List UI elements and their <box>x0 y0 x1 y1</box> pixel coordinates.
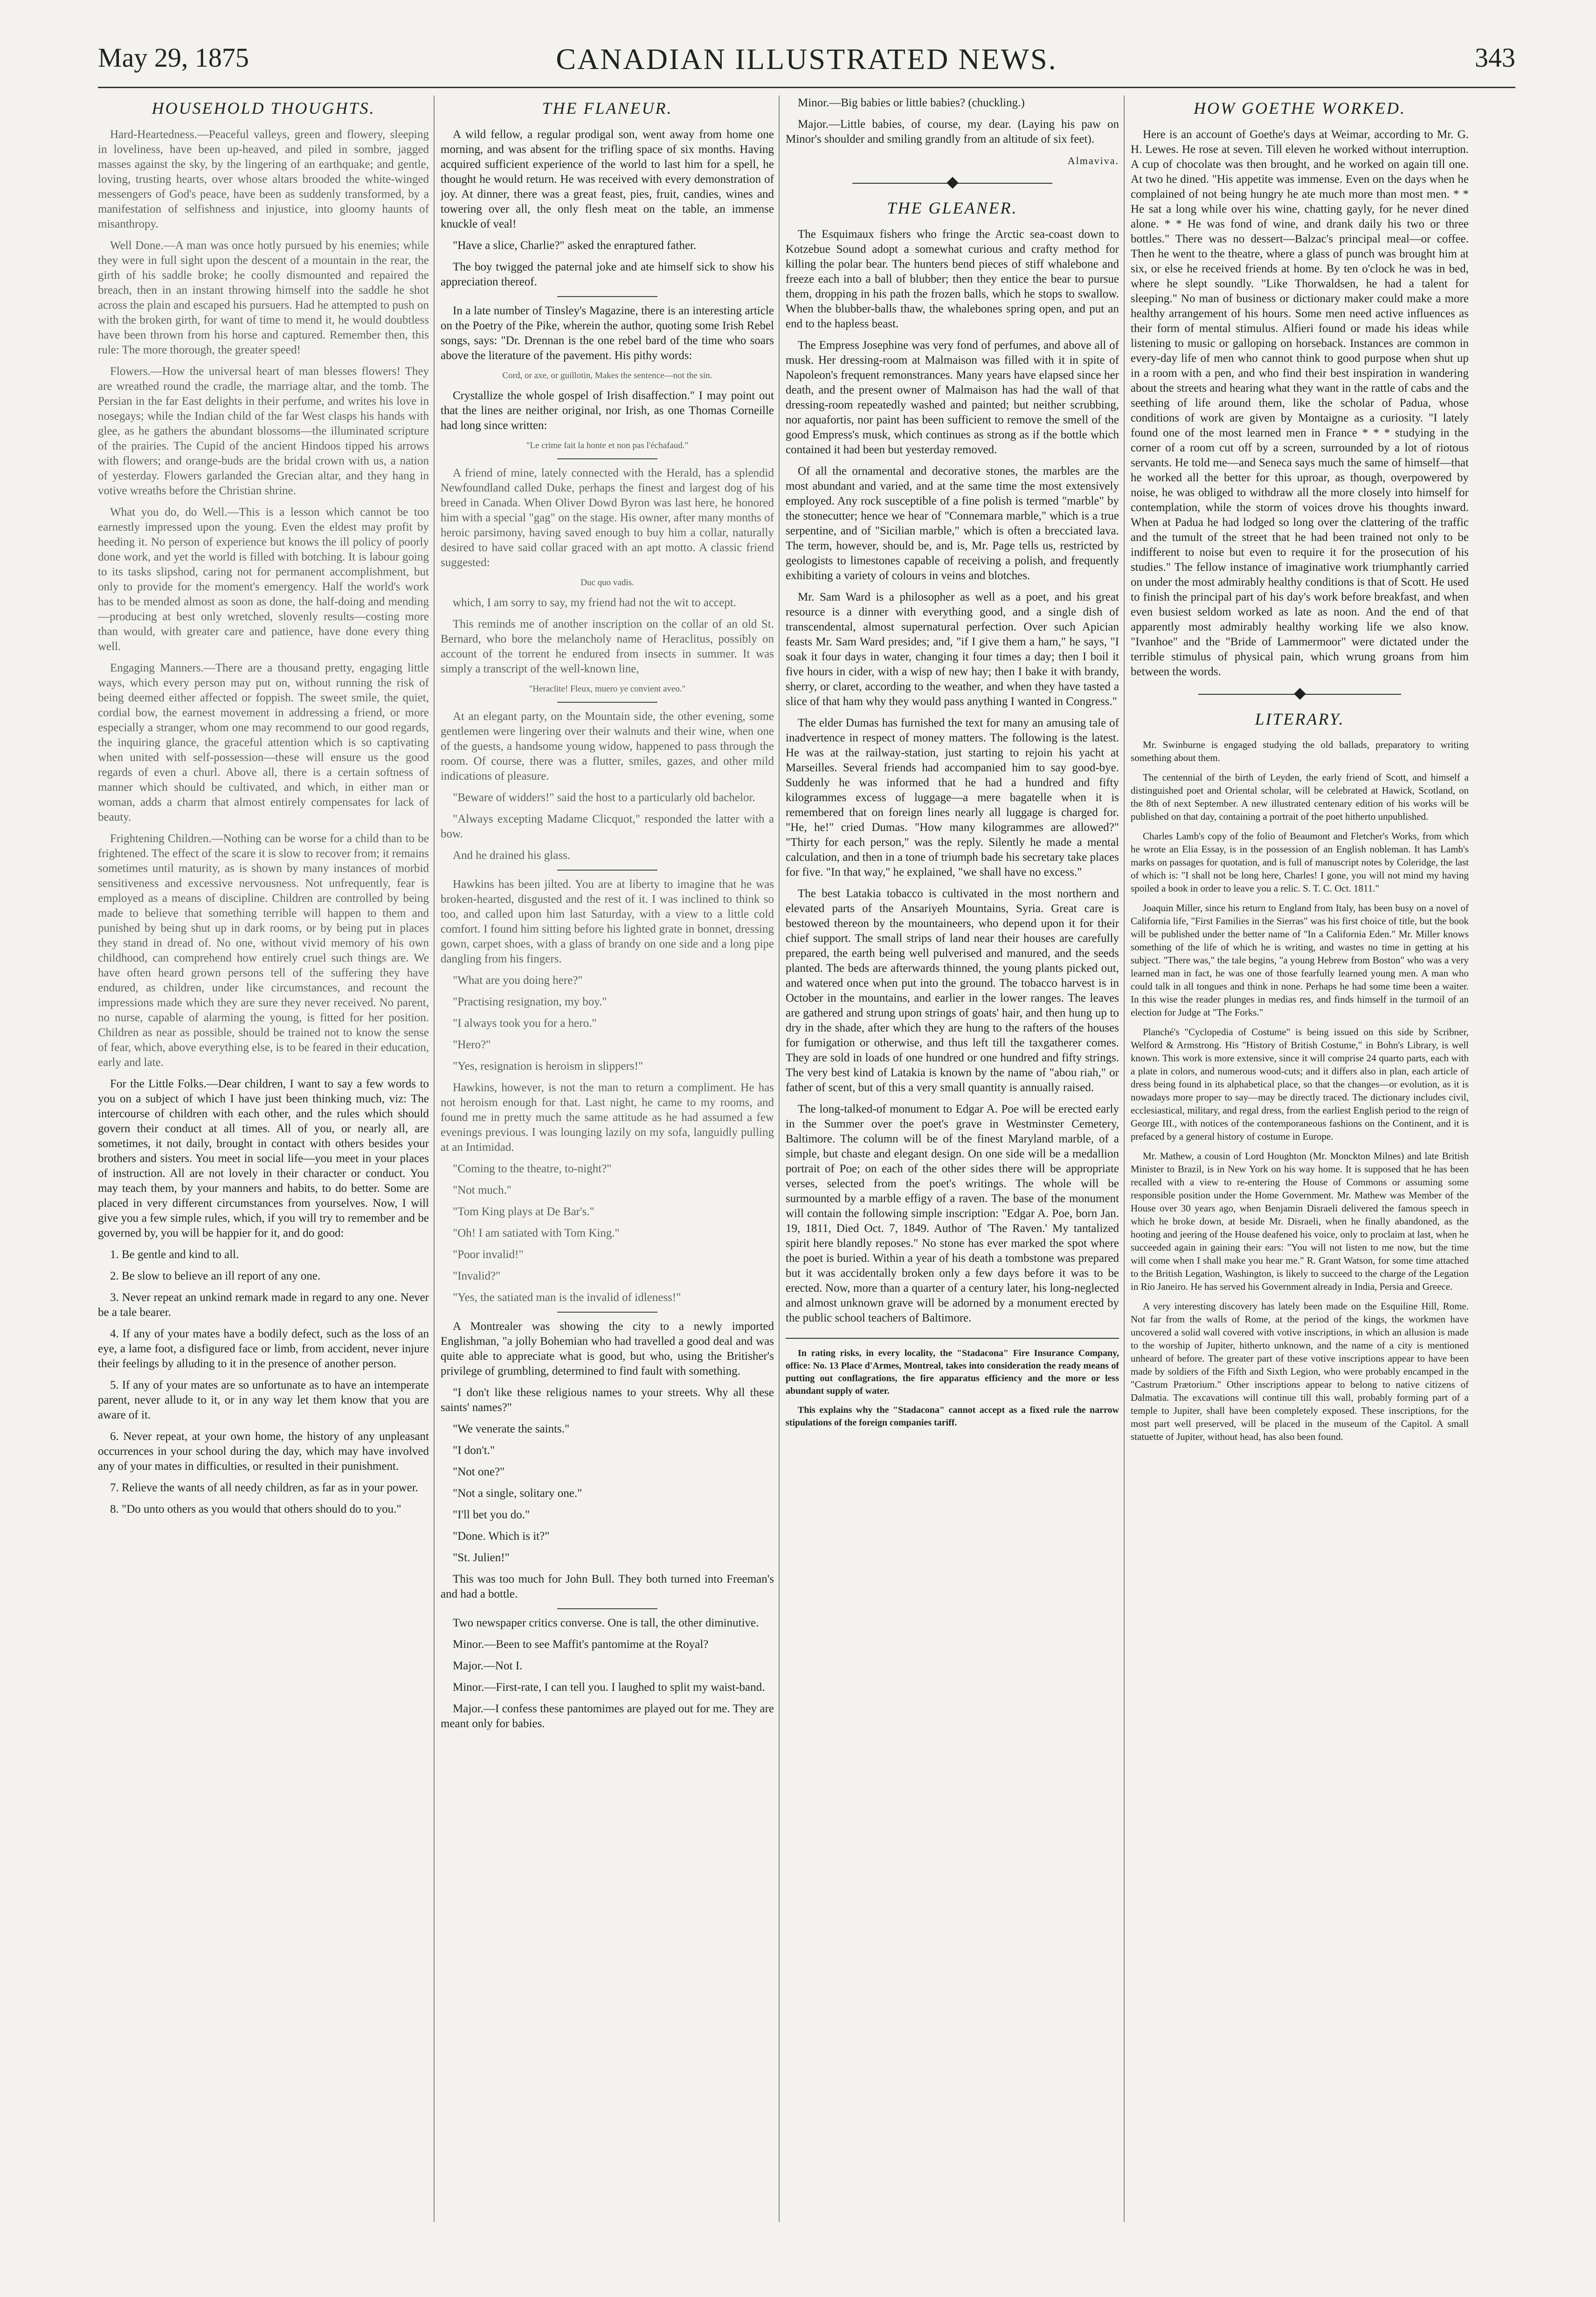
paragraph: Crystallize the whole gospel of Irish disaffection." I may point out that the lines are neither original, nor Irish, as one Thomas Corneille had long since written: <box>441 389 774 432</box>
dialogue-line: "I don't." <box>453 1444 495 1457</box>
rule-item: 2. Be slow to believe an ill report of any one. <box>110 1270 321 1282</box>
paragraph: In a late number of Tinsley's Magazine, there is an interesting article on the Poetry of the Pike, wherein the author, quoting some Irish Rebel songs, says: "Dr. Drennan is the one rebel bard of the time who soars above the literature of the pavement. His pithy words: <box>441 304 774 362</box>
paragraph: At an elegant party, on the Mountain side, the other evening, some gentlemen were lingering over their walnuts and their wine, when one of the guests, a handsome young widow, happened to pass through the room. Of course, there was a flutter, smiles, gazes, and other mild indications of pleasure. <box>441 710 774 782</box>
paragraph: "Have a slice, Charlie?" asked the enraptured father. <box>453 239 697 252</box>
dialogue-line: "Oh! I am satiated with Tom King." <box>453 1227 620 1239</box>
dialogue-line: Major.—Not I. <box>453 1660 523 1672</box>
page-number: 343 <box>1475 42 1515 73</box>
issue-date: May 29, 1875 <box>98 42 249 73</box>
paragraph: The long-talked-of monument to Edgar A. Poe will be erected early in the Summer over the poet's grave in Westminster Cemetery, Baltimore. The column will be of the finest Maryland marble, of a simple, but chaste and elegant design. On one side will be a medallion portrait of Poe; on each of the other sides there will be appropriate verses, selected from the poet's writings. The whole will be surmounted by a marble effigy of a raven. The base of the monument will contain the following simple inscription: "Edgar A. Poe, born Jan. 19, 1811, Died Oct. 7, 1849. Author of 'The Raven.' My tantalized spirit here blandly reposes." No stone has ever marked the spot where the poet is buried. Within a year of his death a tombstone was prepared but it was accidentally broken only a few days before it was to be erected. Now, more than a quarter of a century later, his long-neglected and almost unknown grave will be adorned by a monument erected by the public school teachers of Baltimore. <box>786 1103 1119 1324</box>
rule-item: 1. Be gentle and kind to all. <box>110 1248 239 1261</box>
dialogue-line: "Invalid?" <box>453 1270 501 1282</box>
dialogue-line: "Yes, resignation is heroism in slippers!" <box>453 1060 643 1072</box>
section-heading-household: HOUSEHOLD THOUGHTS. <box>152 99 375 118</box>
verse-quote: Cord, or axe, or guillotin, Makes the sentence—not the sin. <box>502 371 712 381</box>
divider <box>557 870 657 871</box>
paragraph: "Always excepting Madame Clicquot," responded the latter with a bow. <box>441 813 774 840</box>
paragraph: "Beware of widders!" said the host to a particularly old bachelor. <box>453 791 755 804</box>
paragraph: Charles Lamb's copy of the folio of Beaumont and Fletcher's Works, from which he wrote an Elia Essay, is in the possession of an English nobleman. It has Lamb's marks on passages for quotation, and is full of manuscript notes by Coleridge, the last of which is: "I shall not be long here, Charles! I gone, you will not mind my having spoiled a book in order to leave you a relic. S. T. C. Oct. 1811." <box>1131 830 1469 894</box>
rule-item: 3. Never repeat an unkind remark made in regard to any one. Never be a tale bearer. <box>98 1291 429 1319</box>
masthead-rule <box>98 87 1515 88</box>
paragraph: Frightening Children.—Nothing can be worse for a child than to be frightened. The effect of the scare it is slow to recover from; it remains sometimes until maturity, as is shown by many instances of morbid sensitiveness and excessive nervousness. Not unfrequently, fear is employed as a means of discipline. Children are controlled by being made to believe that something terrible will happen to them and punished by being shut up in dark rooms, or by being put in places they stand in dread of. No one, without vivid memory of his own childhood, can comprehend how entirely cruel such things are. We have often heard grown persons tell of the suffering they have endured, as children, under like circumstances, and recount the impressions made which they are sure they never received. No parent, no nurse, capable of alarming the young, is fitted for her position. Children as near as possible, should be trained not to know the sense of fear, which, above everything else, is to be feared in their education, early and late. <box>98 832 429 1069</box>
paragraph: Engaging Manners.—There are a thousand pretty, engaging little ways, which every person may put on, without running the risk of being deemed either affected or foppish. The sweet smile, the quiet, cordial bow, the earnest movement in addressing a friend, or more especially a stranger, whom one may recommend to our good regards, the inquiring glance, the graceful attention which is so captivating when united with self-possession—these will ensure us the good regards of even a churl. Above all, there is a certain softness of manner which should be cultivated, and which, in either man or woman, adds a charm that almost entirely compensates for lack of beauty. <box>98 662 429 823</box>
paragraph: What you do, do Well.—This is a lesson which cannot be too earnestly impressed upon the young. Even the eldest may profit by heeding it. No person of experience but knows the ill policy of poorly done work, and yet the world is filled with botching. It is labour going to its tasks slipshod, caring not for permanent accomplishment, but only to provide for the moment's emergency. Half the world's work has to be mended almost as soon as done, the half-doing and mending—producing at best only wretched, slovenly results—costing more than would, with greater care and patience, have done every thing well. <box>98 506 429 653</box>
verse-quote: Duc quo vadis. <box>580 578 634 588</box>
column-divider <box>434 96 435 2222</box>
column-goethe-literary <box>1131 96 1469 2222</box>
masthead <box>98 42 1515 84</box>
dialogue-line: "What are you doing here?" <box>453 974 583 987</box>
dialogue-line: "Not one?" <box>453 1466 505 1478</box>
paragraph: The best Latakia tobacco is cultivated in the most northern and elevated parts of the Ansariyeh Mountains, Syria. Great care is bestowed thereon by the mountaineers, who depend upon it for their chief support. The small strips of land near their houses are carefully prepared, the earth being well pulverised and manured, and the seeds planted. The beds are afterwards thinned, the young plants picked out, and watered once when put into the ground. The tobacco harvest is in October in the mountains, and earlier in the lower ranges. The leaves are gathered and strung upon strings of goats' hair, and then hung up to dry in the shade, after which they are hung to the rafters of the houses for fumigation or otherwise, and thus left till the taxgatherer comes. They are sold in loads of one hundred or one hundred and fifty strings. The very best kind of Latakia is known by the name of "abou riah," or father of scent, but of this a very small quantity is annually raised. <box>786 887 1119 1094</box>
notice-paragraph: In rating risks, in every locality, the "Stadacona" Fire Insurance Company, office: No. 13 Place d'Armes, Montreal, takes into consideration the ready means of putting out conflagrations, the fire apparatus efficiency and the more or less abundant supply of water. <box>786 1348 1119 1396</box>
paragraph: A friend of mine, lately connected with the Herald, has a splendid Newfoundland called Duke, perhaps the finest and largest dog of his breed in Canada. When Oliver Dowd Byron was last here, he honored him with a special "gag" on the stage. His owner, after many months of heroic parsimony, having saved enough to buy him a collar, naturally desired to have said collar graced with an apt motto. A classic friend suggested: <box>441 467 774 569</box>
dialogue-line: "I'll bet you do." <box>453 1508 530 1521</box>
dialogue-line: Minor.—First-rate, I can tell you. I laughed to split my waist-band. <box>453 1681 765 1694</box>
dialogue-line: Minor.—Big babies or little babies? (chuckling.) <box>798 97 1025 109</box>
paragraph: The Esquimaux fishers who fringe the Arctic sea-coast down to Kotzebue Sound adopt a somewhat curious and crafty method for killing the polar bear. The hunters bend pieces of stiff whalebone and freeze each into a ball of blubber; then they entice the bear to pursue them, dropping in his path the frozen balls, which he stops to swallow. When the blubber-balls thaw, the whalebones spring open, and put an end to the hapless beast. <box>786 228 1119 330</box>
divider <box>557 1312 657 1313</box>
ornamental-divider <box>852 177 1052 190</box>
divider <box>557 296 657 297</box>
paragraph: For the Little Folks.—Dear children, I want to say a few words to you on a subject of which I have just been thinking much, viz: The intercourse of children with each other, and the rules which should govern their conduct at all times. All of you, or nearly all, are sometimes, it not daily, brought in contact with others besides your brothers and sisters. You meet in social life—you meet in your places of instruction. All are not lovely in their character or conduct. You may teach them, by your manners and habits, to do better. Some are placed in very different circumstances from yourselves. Now, I will give you a few simple rules, which, if you will try to remember and be governed by, you will be happier for it, and do good: <box>98 1078 429 1239</box>
paragraph: The boy twigged the paternal joke and ate himself sick to show his appreciation thereof. <box>441 261 774 288</box>
paragraph: The centennial of the birth of Leyden, the early friend of Scott, and himself a distinguished poet and Oriental scholar, will be celebrated at Hawick, Scotland, on the 8th of next September. A new illustrated centenary edition of his works will be published on that day, containing a portrait of the poet hitherto unpublished. <box>1131 772 1469 822</box>
paragraph: And he drained his glass. <box>453 849 571 862</box>
dialogue-line: "I always took you for a hero." <box>453 1017 597 1030</box>
section-heading-gleaner: THE GLEANER. <box>887 199 1018 217</box>
paragraph: Planché's "Cyclopedia of Costume" is being issued on this side by Scribner, Welford & Armstrong. His "History of British Costume," in Bohn's Library, is well known. This work is more extensive, since it will comprise 24 quarto parts, each with a plate in colors, and numerous wood-cuts; and it differs also in plan, each article of dress being found in its alphabetical place, so that the changes—or evolution, as it is nowadays more proper to say—may be directly traced. The dictionary includes civil, ecclesiastical, military, and regal dress, from the earliest English period to the reign of George III., with notices of the contemporaneous fashions on the Continent, and it is prefaced by a general history of costume in Europe. <box>1131 1026 1469 1142</box>
insurance-notice <box>786 1338 1119 1429</box>
paragraph: Two newspaper critics converse. One is tall, the other diminutive. <box>453 1617 759 1629</box>
paragraph: which, I am sorry to say, my friend had not the wit to accept. <box>453 596 736 609</box>
dialogue-line: "Practising resignation, my boy." <box>453 996 607 1008</box>
column-divider <box>1124 96 1125 2222</box>
dialogue-line: "Tom King plays at De Bar's." <box>453 1205 594 1218</box>
verse-quote: "Heraclite! Fleux, muero ye convient aveo." <box>529 684 686 694</box>
dialogue-line: "Done. Which is it?" <box>453 1530 550 1543</box>
dialogue-line: "St. Julien!" <box>453 1551 510 1564</box>
paragraph: The Empress Josephine was very fond of perfumes, and above all of musk. Her dressing-room at Malmaison was filled with it in spite of Napoleon's frequent remonstrances. Many years have elapsed since her death, and the present owner of Malmaison has had the wall of that dressing-room repeatedly washed and painted; but neither scrubbing, nor aquafortis, nor paint has been sufficient to remove the smell of the good Empress's musk, which continues as strong as if the bottle which contained it had been but yesterday removed. <box>786 339 1119 456</box>
dialogue-line: "Poor invalid!" <box>453 1248 524 1261</box>
column-gleaner <box>786 96 1119 2222</box>
paragraph: A very interesting discovery has lately been made on the Esquiline Hill, Rome. Not far from the walls of Rome, at the period of the kings, the workmen have uncovered a solid wall covered with votive inscriptions, in which an allusion is made to the worship of Jupiter, hitherto unknown, and the name of a city is mentioned unheard of before. The greater part of these votive inscriptions appear to have been made by soldiers of the Fifth and Sixth Legion, who were probably encamped in the "Castrum Prætorium." Other inscriptions appear to belong to native citizens of Dalmatia. The excavations will continue till this wall, probably forming part of a temple to Jupiter, shall have been completely exposed. These inscriptions, for the most part well preserved, will be placed in the museum of the Capitol. A small statuette of Jupiter, without head, has also been found. <box>1131 1301 1469 1442</box>
dialogue-line: "I don't like these religious names to your streets. Why all these saints' names?" <box>441 1386 774 1414</box>
paragraph: Well Done.—A man was once hotly pursued by his enemies; while they were in full sight upon the descent of a mountain in the rear, the girth of his saddle broke; he coolly dismounted and repaired the breach, then in an instant throwing himself into the saddle he shot across the plain and escaped his pursuers. Had he attempted to push on with the broken girth, for want of time to mend it, he would doubtless have been thrown from his horse and captured. Remember then, this rule: The more thorough, the greater speed! <box>98 239 429 356</box>
rule-item: 8. "Do unto others as you would that others should do to you." <box>110 1503 401 1515</box>
author-signature: Almaviva. <box>1067 155 1119 166</box>
paragraph: Mr. Swinburne is engaged studying the old ballads, preparatory to writing something about them. <box>1131 739 1469 763</box>
paragraph: Mr. Mathew, a cousin of Lord Houghton (Mr. Monckton Milnes) and late British Minister to Brazil, is in New York on his way home. It is supposed that he has been recalled with a view to re-entering the House of Commons or assuming some responsible position under the Home Government. Mr. Mathew was Member of the House over 30 years ago, when Benjamin Disraeli delivered the famous speech in which he broke down, at beside Mr. Disraeli, when he finally abandoned, as the hooting and jeering of the House deafened his voice, only to proclaim at last, when he succeeded again in gaining their ears: "You will not listen to me now, but the time will come when I shall make you hear me." R. Grant Watson, for some time attached to the British Legation, Washington, is likely to succeed to the charge of the Legation in Rio Janeiro. He has served his Government already in India, Persia and Greece. <box>1131 1150 1469 1292</box>
dialogue-line: Major.—Little babies, of course, my dear. (Laying his paw on Minor's shoulder and smiling grandly from an altitude of six feet). <box>786 118 1119 145</box>
paragraph: Mr. Sam Ward is a philosopher as well as a poet, and his great resource is a dinner with everything good, and a single dish of transcendental, almost supernatural perfection. Over such Apician feasts Mr. Sam Ward presides; and, "if I give them a ham," he says, "I soak it four days in water, changing it four times a day; then I boil it five hours in cider, with a wisp of new hay; then I bake it with brandy, sherry, or claret, according to the weather, and when they have tasted a slice of that ham why they would pass anything I wanted in Congress." <box>786 591 1119 708</box>
newspaper-title: CANADIAN ILLUSTRATED NEWS. <box>556 42 1057 76</box>
paragraph: The elder Dumas has furnished the text for many an amusing tale of inadvertence in respect of money matters. The following is the latest. He was at the railway-station, just starting to rejoin his yacht at Marseilles. Several friends had accompanied him to say good-bye. Suddenly he was informed that he had a hundred and fifty kilogrammes excess of luggage—a mere bagatelle when it is remembered that on foreign lines nearly all luggage is charged for. "He, he!" cried Dumas. "How many kilogrammes are allowed?" "Thirty for each person," was the reply. Silently he made a mental calculation, and then in a tone of triumph bade his secretary take places for five. "In that way," he explained, "we shall have no excess." <box>786 717 1119 879</box>
column-divider <box>779 96 780 2222</box>
divider <box>557 1608 657 1609</box>
paragraph: This was too much for John Bull. They both turned into Freeman's and had a bottle. <box>441 1573 774 1600</box>
paragraph: Hawkins, however, is not the man to return a compliment. He has not heroism enough for that. Last night, he came to my rooms, and found me in pretty much the same attitude as he had assumed a few evenings previous. I was lounging lazily on my sofa, languidly pulling at an Intimidad. <box>441 1081 774 1154</box>
dialogue-line: "Hero?" <box>453 1038 491 1051</box>
paragraph: This reminds me of another inscription on the collar of an old St. Bernard, who bore the melancholy name of Heraclitus, possibly on account of the torrent he endured from insects in summer. It was simply a transcript of the well-known line, <box>441 618 774 675</box>
divider <box>557 702 657 703</box>
dialogue-line: "Yes, the satiated man is the invalid of idleness!" <box>453 1291 681 1304</box>
paragraph: Here is an account of Goethe's days at Weimar, according to Mr. G. H. Lewes. He rose at seven. Till eleven he worked without interruption. A cup of chocolate was then brought, and he worked on again till one. At two he dined. "His appetite was immense. Even on the days when he complained of not being hungry he ate much more than most men. * * He sat a long while over his wine, chatting gayly, for he never dined alone. * * He was fond of wine, and drank daily his two or three bottles." There was no dessert—Balzac's principal meal—or coffee. Then he went to the theatre, where a glass of punch was brought him at six, or else he received friends at home. By ten o'clock he was in bed, where he slept soundly. "Like Thorwaldsen, he had a talent for sleeping." No man of business or dictionary maker could make a more healthy arrangement of his hours. Some men need active influences as their form of mental stimulus. Alfieri found or made his ideas while listening to music or galloping on horseback. Instances are common in every-day life of men who cannot think to good purpose when shut up in a room with a pen, and who find their best inspiration in wandering about the streets and hearing what they want in the rattle of cabs and the seething of life around them, like the scholar of Padua, whose conditions of work are given by Montaigne as a curiosity. "I lately found one of the most learned men in France * * * studying in the corner of a room cut off by a screen, surrounded by a lot of riotous servants. He told me—and Seneca says much the same of himself—that he worked all the better for this uproar, as though, overpowered by noise, he was obliged to withdraw all the more closely into himself for contemplation, while the storm of voices drove his thoughts inward. When at Padua he had lodged so long over the clattering of the traffic and the tumult of the street that he had been trained not only to be indifferent to noise but even to require it for the prosecution of his studies." The fellow instance of imaginative work triumphantly carried on under the most admirably healthy conditions is that of Scott. He used to finish the principal part of his day's work before breakfast, and when even busiest seldom worked as late as noon. And the end of that apparently most admirably healthy working life we also know. "Ivanhoe" and the "Bride of Lammermoor" were dictated under the terrible stimulus of physical pain, which wrung groans from him between the words. <box>1131 128 1469 678</box>
paragraph: A wild fellow, a regular prodigal son, went away from home one morning, and was absent for the trifling space of six months. Having acquired sufficient experience of the world to last him for a spell, he thought he would return. He was received with every demonstration of joy. At dinner, there was a great feast, pies, fruit, candies, wines and towering over all, the only flesh meat on the table, an immense knuckle of veal! <box>441 128 774 230</box>
dialogue-line: "Not a single, solitary one." <box>453 1487 582 1500</box>
paragraph: Hard-Heartedness.—Peaceful valleys, green and flowery, sleeping in loveliness, have been up-heaved, and piled in sombre, jagged masses against the sky, by the lingering of an earthquake; and gentle, loving, trusting hearts, over whose altars brooded the white-winged messengers of God's peace, have been as suddenly transformed, by a manifestation of selfishness and injustice, into gloomy haunts of misanthropy. <box>98 128 429 230</box>
paragraph: Hawkins has been jilted. You are at liberty to imagine that he was broken-hearted, disgusted and the rest of it. I was inclined to think so too, and called upon him last Saturday, with a view to a little cold comfort. I found him sitting before his lighted grate in bonnet, dressing gown, carpet shoes, with a glass of brandy on one side and a long pipe dangling from his fingers. <box>441 878 774 965</box>
dialogue-line: Minor.—Been to see Maffit's pantomime at the Royal? <box>453 1638 709 1651</box>
dialogue-line: "Not much." <box>453 1184 511 1197</box>
divider <box>557 458 657 459</box>
section-heading-literary: LITERARY. <box>1255 710 1345 728</box>
dialogue-line: Major.—I confess these pantomimes are played out for me. They are meant only for babies. <box>441 1702 774 1730</box>
rule-item: 5. If any of your mates are so unfortunate as to have an intemperate parent, never allude to it, or in any way let them know that you are aware of it. <box>98 1379 429 1421</box>
section-heading-flaneur: THE FLANEUR. <box>542 99 673 118</box>
paragraph: Joaquin Miller, since his return to England from Italy, has been busy on a novel of California life, "First Families in the Sierras" was his first choice of title, but the book will be published under the better name of "In a California Eden." Mr. Miller knows something of the life of which he is writing, and wastes no time in getting at his subject. "There was," the tale begins, "a young Hebrew from Boston" who was a very learned man in fact, he was one of those fearfully learned young men. A man who could talk in all tongues and think in none. Perhaps he had some time been a waiter. In this wise the reader plunges in medias res, and finds himself in the turmoil of an election for Judge at "The Forks." <box>1131 902 1469 1018</box>
paragraph: Flowers.—How the universal heart of man blesses flowers! They are wreathed round the cradle, the marriage altar, and the tomb. The Persian in the far East delights in their perfume, and writes his love in nosegays; while the Indian child of the far West clasps his hands with glee, as he gathers the abundant blossoms—the illuminated scripture of the prairies. The Cupid of the ancient Hindoos tipped his arrows with flowers; and orange-buds are the bridal crown with us, a nation of yesterday. Flowers garlanded the Grecian altar, and they hang in votive wreaths before the Christian shrine. <box>98 365 429 497</box>
rule-item: 4. If any of your mates have a bodily defect, such as the loss of an eye, a lame foot, a disfigured face or limb, from accident, never injure their feelings by alluding to it in the presence of another person. <box>98 1328 429 1370</box>
rule-item: 6. Never repeat, at your own home, the history of any unpleasant occurrences in your school during the day, which may have involved any of your mates in difficulties, or resulted in their punishment. <box>98 1430 429 1473</box>
dialogue-line: "Coming to the theatre, to-night?" <box>453 1162 612 1175</box>
section-heading-goethe: HOW GOETHE WORKED. <box>1194 99 1406 118</box>
ornamental-divider <box>1198 688 1401 701</box>
verse-quote: "Le crime fait la honte et non pas l'échafaud." <box>526 441 689 450</box>
notice-paragraph: This explains why the "Stadacona" cannot accept as a fixed rule the narrow stipulations of the foreign companies tariff. <box>786 1405 1119 1428</box>
rule-item: 7. Relieve the wants of all needy children, as far as in your power. <box>110 1481 418 1494</box>
column-household <box>98 96 429 2222</box>
dialogue-line: "We venerate the saints." <box>453 1423 570 1435</box>
paragraph: Of all the ornamental and decorative stones, the marbles are the most abundant and varied, and at the same time the most extensively employed. Any rock susceptible of a fine polish is termed "marble" by the stonecutter; hence we hear of "Connemara marble," which is a true serpentine, and of "Sicilian marble," which is often a brecciated lava. The term, however, should be, and is, Mr. Page tells us, restricted by geologists to limestones capable of receiving a polish, and frequently exhibiting a variety of colours in veins and blotches. <box>786 465 1119 582</box>
column-flaneur <box>441 96 774 2222</box>
paragraph: A Montrealer was showing the city to a newly imported Englishman, "a jolly Bohemian who had travelled a good deal and was quite able to appreciate what is good, but who, using the Britisher's privilege of grumbling, determined to find fault with something. <box>441 1320 774 1377</box>
